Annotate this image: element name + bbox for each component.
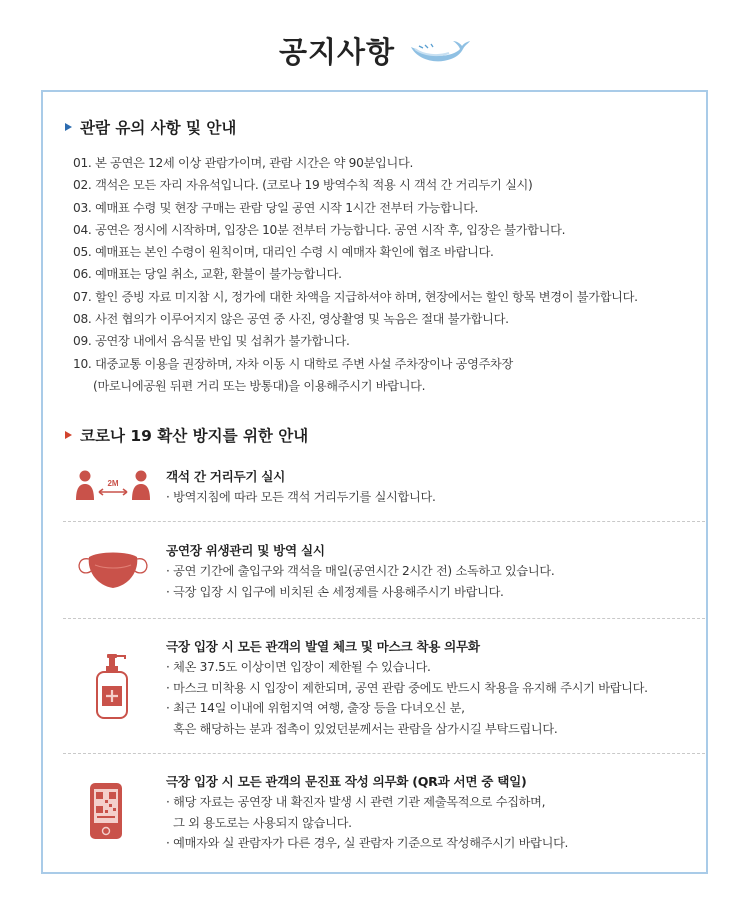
mask-icon: [75, 547, 151, 595]
qr-phone-icon: [89, 782, 129, 846]
covid-line: · 예매자와 실 관람자가 다른 경우, 실 관람자 기준으로 작성해주시기 바랍니다.: [166, 836, 569, 850]
page-title: 공지사항: [278, 34, 396, 69]
covid-title: 공연장 위생관리 및 방역 실시: [166, 543, 325, 558]
whale-icon: [409, 33, 471, 67]
notice-list: [73, 152, 703, 397]
sanitizer-icon: [83, 652, 139, 724]
covid-line: · 방역지침에 따라 모든 객석 거리두기를 실시합니다.: [166, 490, 436, 504]
list-item: 01. 본 공연은 12세 이상 관람가이며, 관람 시간은 약 90분입니다.: [73, 156, 414, 170]
section2-heading: 코로나 19 확산 방지를 위한 안내: [65, 424, 308, 446]
covid-line: · 체온 37.5도 이상이면 입장이 제한될 수 있습니다.: [166, 660, 431, 674]
covid-block-distancing: [63, 467, 705, 523]
list-item: 08. 사전 협의가 이루어지지 않은 공연 중 사진, 영상촬영 및 녹음은 절대 불가합니다.: [73, 312, 509, 327]
covid-title: 극장 입장 시 모든 관객의 문진표 작성 의무화 (QR과 서면 중 택일): [166, 774, 527, 789]
title-row: [0, 28, 750, 72]
list-item: 07. 할인 증빙 자료 미지참 시, 정가에 대한 차액을 지급하셔야 하며, 현장에서는 할인 항목 변경이 불가합니다.: [73, 289, 638, 304]
svg-text:2M: 2M: [107, 479, 119, 488]
arrow-icon: [65, 123, 72, 131]
covid-title: 객석 간 거리두기 실시: [166, 469, 286, 484]
list-item: 06. 예매표는 당일 취소, 교환, 환불이 불가능합니다.: [73, 267, 342, 282]
list-item: 03. 예매표 수령 및 현장 구매는 관람 당일 공연 시작 1시간 전부터 가능합니다.: [73, 200, 479, 215]
covid-line: · 공연 기간에 출입구와 객석을 매일(공연시간 2시간 전) 소독하고 있습니다.: [166, 564, 555, 578]
covid-line: · 마스크 미착용 시 입장이 제한되며, 공연 관람 중에도 반드시 착용을 유지해 주시기 바랍니다.: [166, 680, 648, 695]
covid-line: · 해당 자료는 공연장 내 확진자 발생 시 관련 기관 제출목적으로 수집하며,: [166, 795, 546, 809]
list-item: 05. 예매표는 본인 수령이 원칙이며, 대리인 수령 시 예매자 확인에 협조 바랍니다.: [73, 245, 494, 260]
divider: [63, 618, 705, 619]
divider: [63, 753, 705, 754]
notice-box: [41, 90, 708, 874]
covid-line: 혹은 해당하는 분과 접촉이 있었던분께서는 관람을 삼가시길 부탁드립니다.: [166, 721, 558, 736]
covid-block-fever-check: [63, 637, 705, 737]
covid-line: · 최근 14일 이내에 위험지역 여행, 출장 등을 다녀오신 분,: [166, 701, 465, 715]
covid-line: 그 외 용도로는 사용되지 않습니다.: [166, 815, 352, 830]
covid-block-hygiene: [63, 541, 705, 611]
covid-title: 극장 입장 시 모든 관객의 발열 체크 및 마스크 착용 의무화: [166, 639, 480, 654]
list-item: 02. 객석은 모든 자리 자유석입니다. (코로나 19 방역수칙 적용 시 객석 간 거리두기 실시): [73, 178, 533, 193]
list-item: 10. 대중교통 이용을 권장하며, 자차 이동 시 대학로 주변 사설 주차장이나 공영주차장 (마로니에공원 뒤편 거리 또는 방통대)을 이용해주시기 바랍니다.: [73, 356, 513, 393]
list-item: 04. 공연은 정시에 시작하며, 입장은 10분 전부터 가능합니다. 공연 시작 후, 입장은 불가합니다.: [73, 222, 566, 237]
covid-block-questionnaire: [63, 772, 705, 852]
divider: [63, 521, 705, 522]
distancing-icon: [75, 469, 151, 505]
arrow-icon: [65, 431, 72, 439]
list-item: 09. 공연장 내에서 음식물 반입 및 섭취가 불가합니다.: [73, 334, 350, 349]
section1-heading: 관람 유의 사항 및 안내: [65, 116, 236, 138]
covid-line: · 극장 입장 시 입구에 비치된 손 세정제를 사용해주시기 바랍니다.: [166, 584, 504, 599]
